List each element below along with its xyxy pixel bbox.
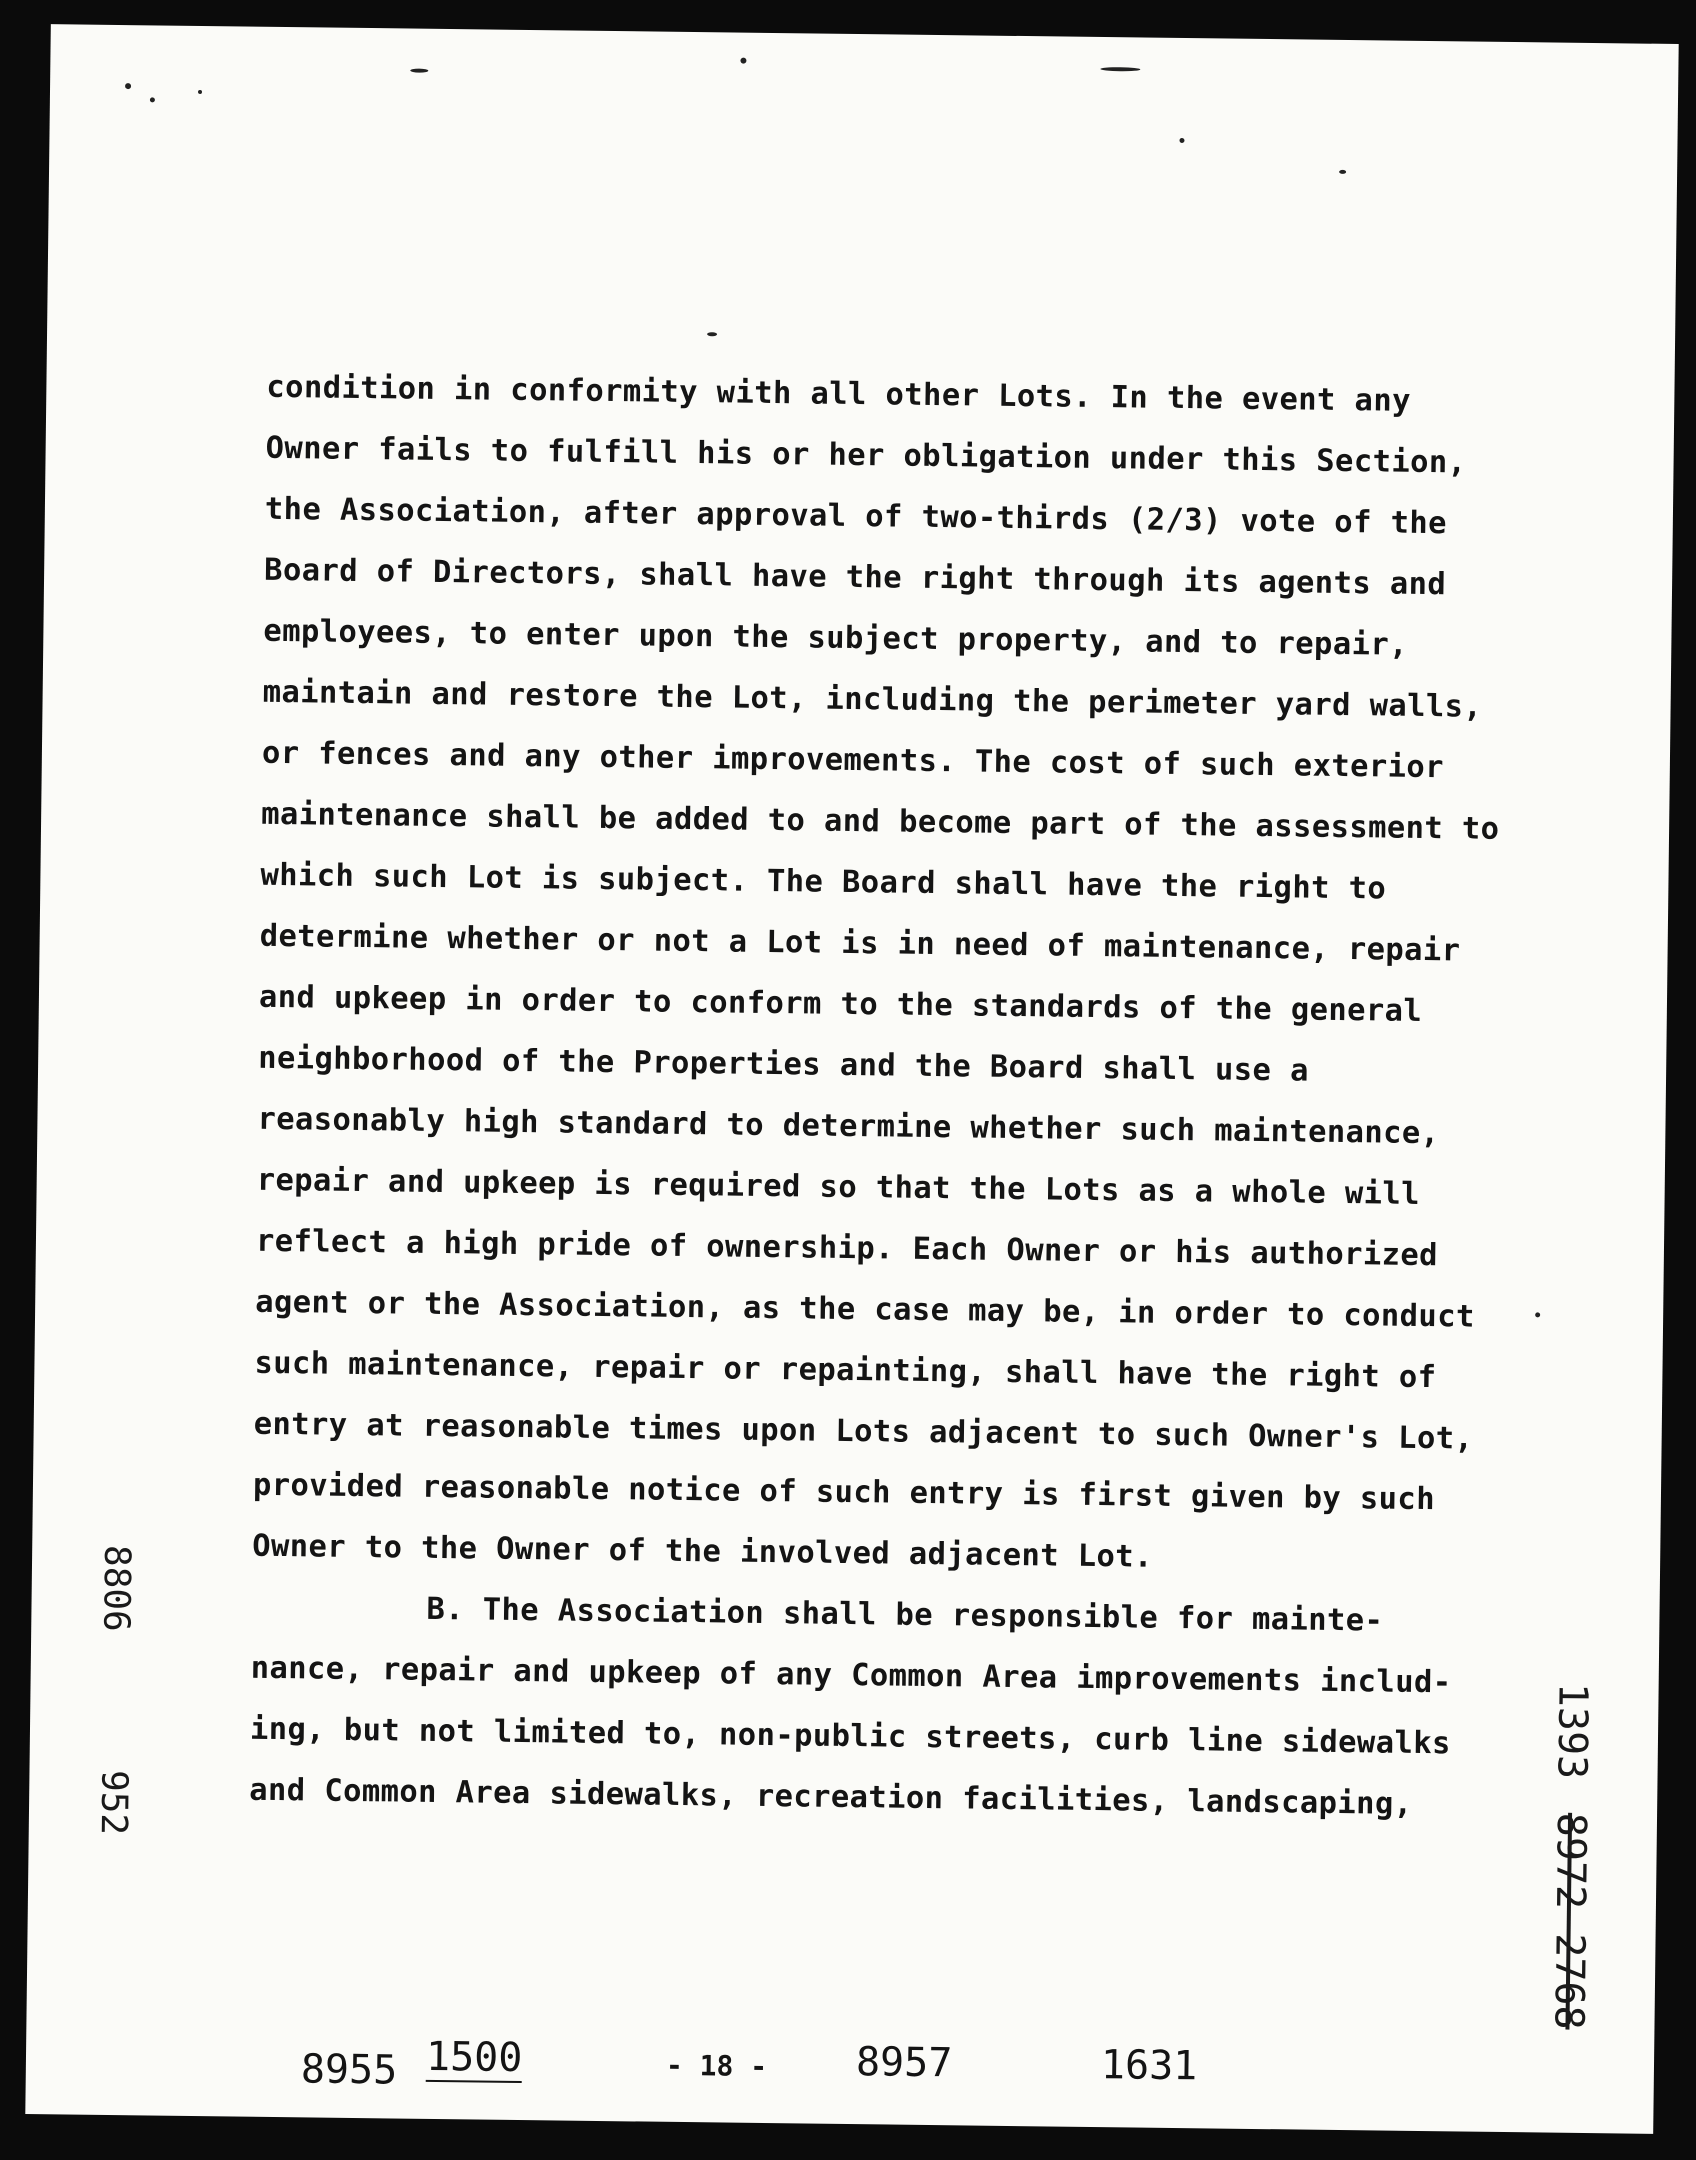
- scan-speck: [410, 69, 428, 73]
- body-line: neighborhood of the Properties and the Board shall use a: [257, 1040, 1310, 1089]
- body-line: reasonably high standard to determine whether such maintenance,: [257, 1101, 1440, 1152]
- scan-speck: [125, 83, 131, 89]
- body-line: entry at reasonable times upon Lots adjacent to such Owner's Lot,: [253, 1406, 1474, 1457]
- right-margin-number-upper: 1393: [1548, 1682, 1596, 1780]
- scan-speck: [1339, 170, 1346, 174]
- body-line: determine whether or not a Lot is in need of maintenance, repair: [259, 918, 1461, 969]
- page-footer: [25, 2029, 1654, 2119]
- scan-speck: [198, 90, 202, 94]
- page-number: - 18 -: [665, 2048, 768, 2084]
- body-line: Owner fails to fulfill his or her obligation under this Section,: [265, 430, 1467, 481]
- section-b-line: nance, repair and upkeep of any Common Area improvements includ-: [250, 1650, 1452, 1701]
- body-line: which such Lot is subject. The Board shall have the right to: [260, 857, 1387, 907]
- body-line: maintain and restore the Lot, including the perimeter yard walls,: [262, 674, 1483, 725]
- body-line: provided reasonable notice of such entry is first given by such: [252, 1467, 1436, 1518]
- body-line: such maintenance, repair or repainting, shall have the right of: [254, 1345, 1437, 1396]
- body-line: reflect a high pride of ownership. Each Owner or his authorized: [255, 1223, 1439, 1274]
- scan-speck: [1179, 138, 1184, 143]
- section-b-line: and Common Area sidewalks, recreation facilities, landscaping,: [249, 1772, 1413, 1822]
- body-line: the Association, after approval of two-thirds (2/3) vote of the: [264, 491, 1448, 542]
- body-line: agent or the Association, as the case may be, in order to conduct: [255, 1284, 1475, 1335]
- scan-speck: [707, 332, 717, 336]
- body-line: and upkeep in order to conform to the standards of the general: [258, 979, 1423, 1029]
- footer-stamp-right-b: 1631: [1100, 2042, 1198, 2090]
- section-b-heading-line: B. The Association shall be responsible for mainte-: [426, 1591, 1384, 1639]
- section-b-line: ing, but not limited to, non-public streets, curb line sidewalks: [249, 1711, 1451, 1762]
- scan-speck: [150, 97, 155, 102]
- body-line: maintenance shall be added to and become part of the assessment to: [260, 796, 1500, 847]
- body-line: Board of Directors, shall have the right through its agents and: [263, 552, 1447, 603]
- footer-stamp-right-a: 8957: [855, 2039, 953, 2087]
- body-line: condition in conformity with all other Lots. In the event any: [266, 369, 1412, 419]
- body-line: repair and upkeep is required so that the Lots as a whole will: [256, 1162, 1421, 1212]
- footer-stamp-left-b: 1500: [425, 2033, 523, 2082]
- body-line: Owner to the Owner of the involved adjacent Lot.: [252, 1528, 1154, 1575]
- left-margin-number-top: 8806: [95, 1544, 138, 1632]
- left-margin-number-bottom: 952: [92, 1769, 135, 1836]
- scan-speck: [740, 58, 746, 64]
- footer-stamp-left-a: 8955: [300, 2046, 398, 2094]
- body-line: or fences and any other improvements. The cost of such exterior: [261, 735, 1445, 786]
- scan-speck: [1100, 67, 1140, 71]
- body-line: employees, to enter upon the subject property, and to repair,: [263, 613, 1409, 663]
- document-body: [249, 357, 1597, 1837]
- right-margin-number-lower: 8972 2768: [1545, 1812, 1595, 2030]
- document-page: [25, 24, 1678, 2134]
